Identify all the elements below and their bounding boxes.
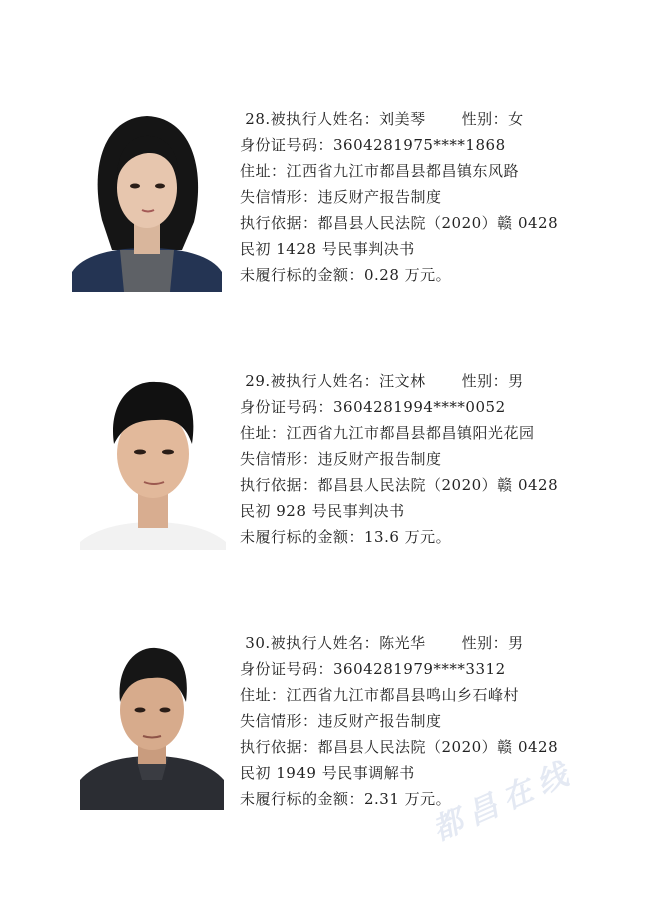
basis-line-1: 执行依据：都昌县人民法院（2020）赣 0428: [240, 738, 559, 756]
situation: 失信情形：违反财产报告制度: [240, 712, 442, 730]
record-info: [240, 106, 640, 288]
address: 住址：江西省九江市都昌县鸣山乡石峰村: [240, 686, 520, 704]
portrait-image: [80, 370, 226, 550]
gender: 性别：女: [461, 110, 524, 128]
record-info: [240, 368, 640, 550]
basis-line-1: 执行依据：都昌县人民法院（2020）赣 0428: [240, 476, 559, 494]
address: 住址：江西省九江市都昌县都昌镇阳光花园: [240, 424, 535, 442]
gender: 性别：男: [461, 634, 524, 652]
basis-line-2: 民初 1949 号民事调解书: [240, 764, 415, 782]
name-line: [240, 630, 640, 656]
name-line: [240, 106, 640, 132]
address: 住址：江西省九江市都昌县都昌镇东风路: [240, 162, 520, 180]
gender: 性别：男: [461, 372, 524, 390]
amount: 未履行标的金额：0.28 万元。: [240, 266, 452, 284]
id-number: 身份证号码：3604281975****1868: [240, 136, 506, 154]
index-name: 29.被执行人姓名：汪文林: [245, 372, 426, 390]
basis-line-2: 民初 928 号民事判决书: [240, 502, 405, 520]
portrait-image: [80, 640, 224, 810]
basis-line-1: 执行依据：都昌县人民法院（2020）赣 0428: [240, 214, 559, 232]
index-name: 30.被执行人姓名：陈光华: [245, 634, 426, 652]
name-line: [240, 368, 640, 394]
id-number: 身份证号码：3604281994****0052: [240, 398, 506, 416]
amount: 未履行标的金额：2.31 万元。: [240, 790, 452, 808]
situation: 失信情形：违反财产报告制度: [240, 188, 442, 206]
index-name: 28.被执行人姓名：刘美琴: [245, 110, 426, 128]
person-photo: [80, 370, 226, 550]
basis-line-2: 民初 1428 号民事判决书: [240, 240, 415, 258]
person-photo: [72, 110, 222, 292]
watermark: 都昌在线: [427, 754, 581, 849]
amount: 未履行标的金额：13.6 万元。: [240, 528, 452, 546]
portrait-image: [72, 110, 222, 292]
situation: 失信情形：违反财产报告制度: [240, 450, 442, 468]
person-photo: [80, 640, 224, 810]
id-number: 身份证号码：3604281979****3312: [240, 660, 506, 678]
